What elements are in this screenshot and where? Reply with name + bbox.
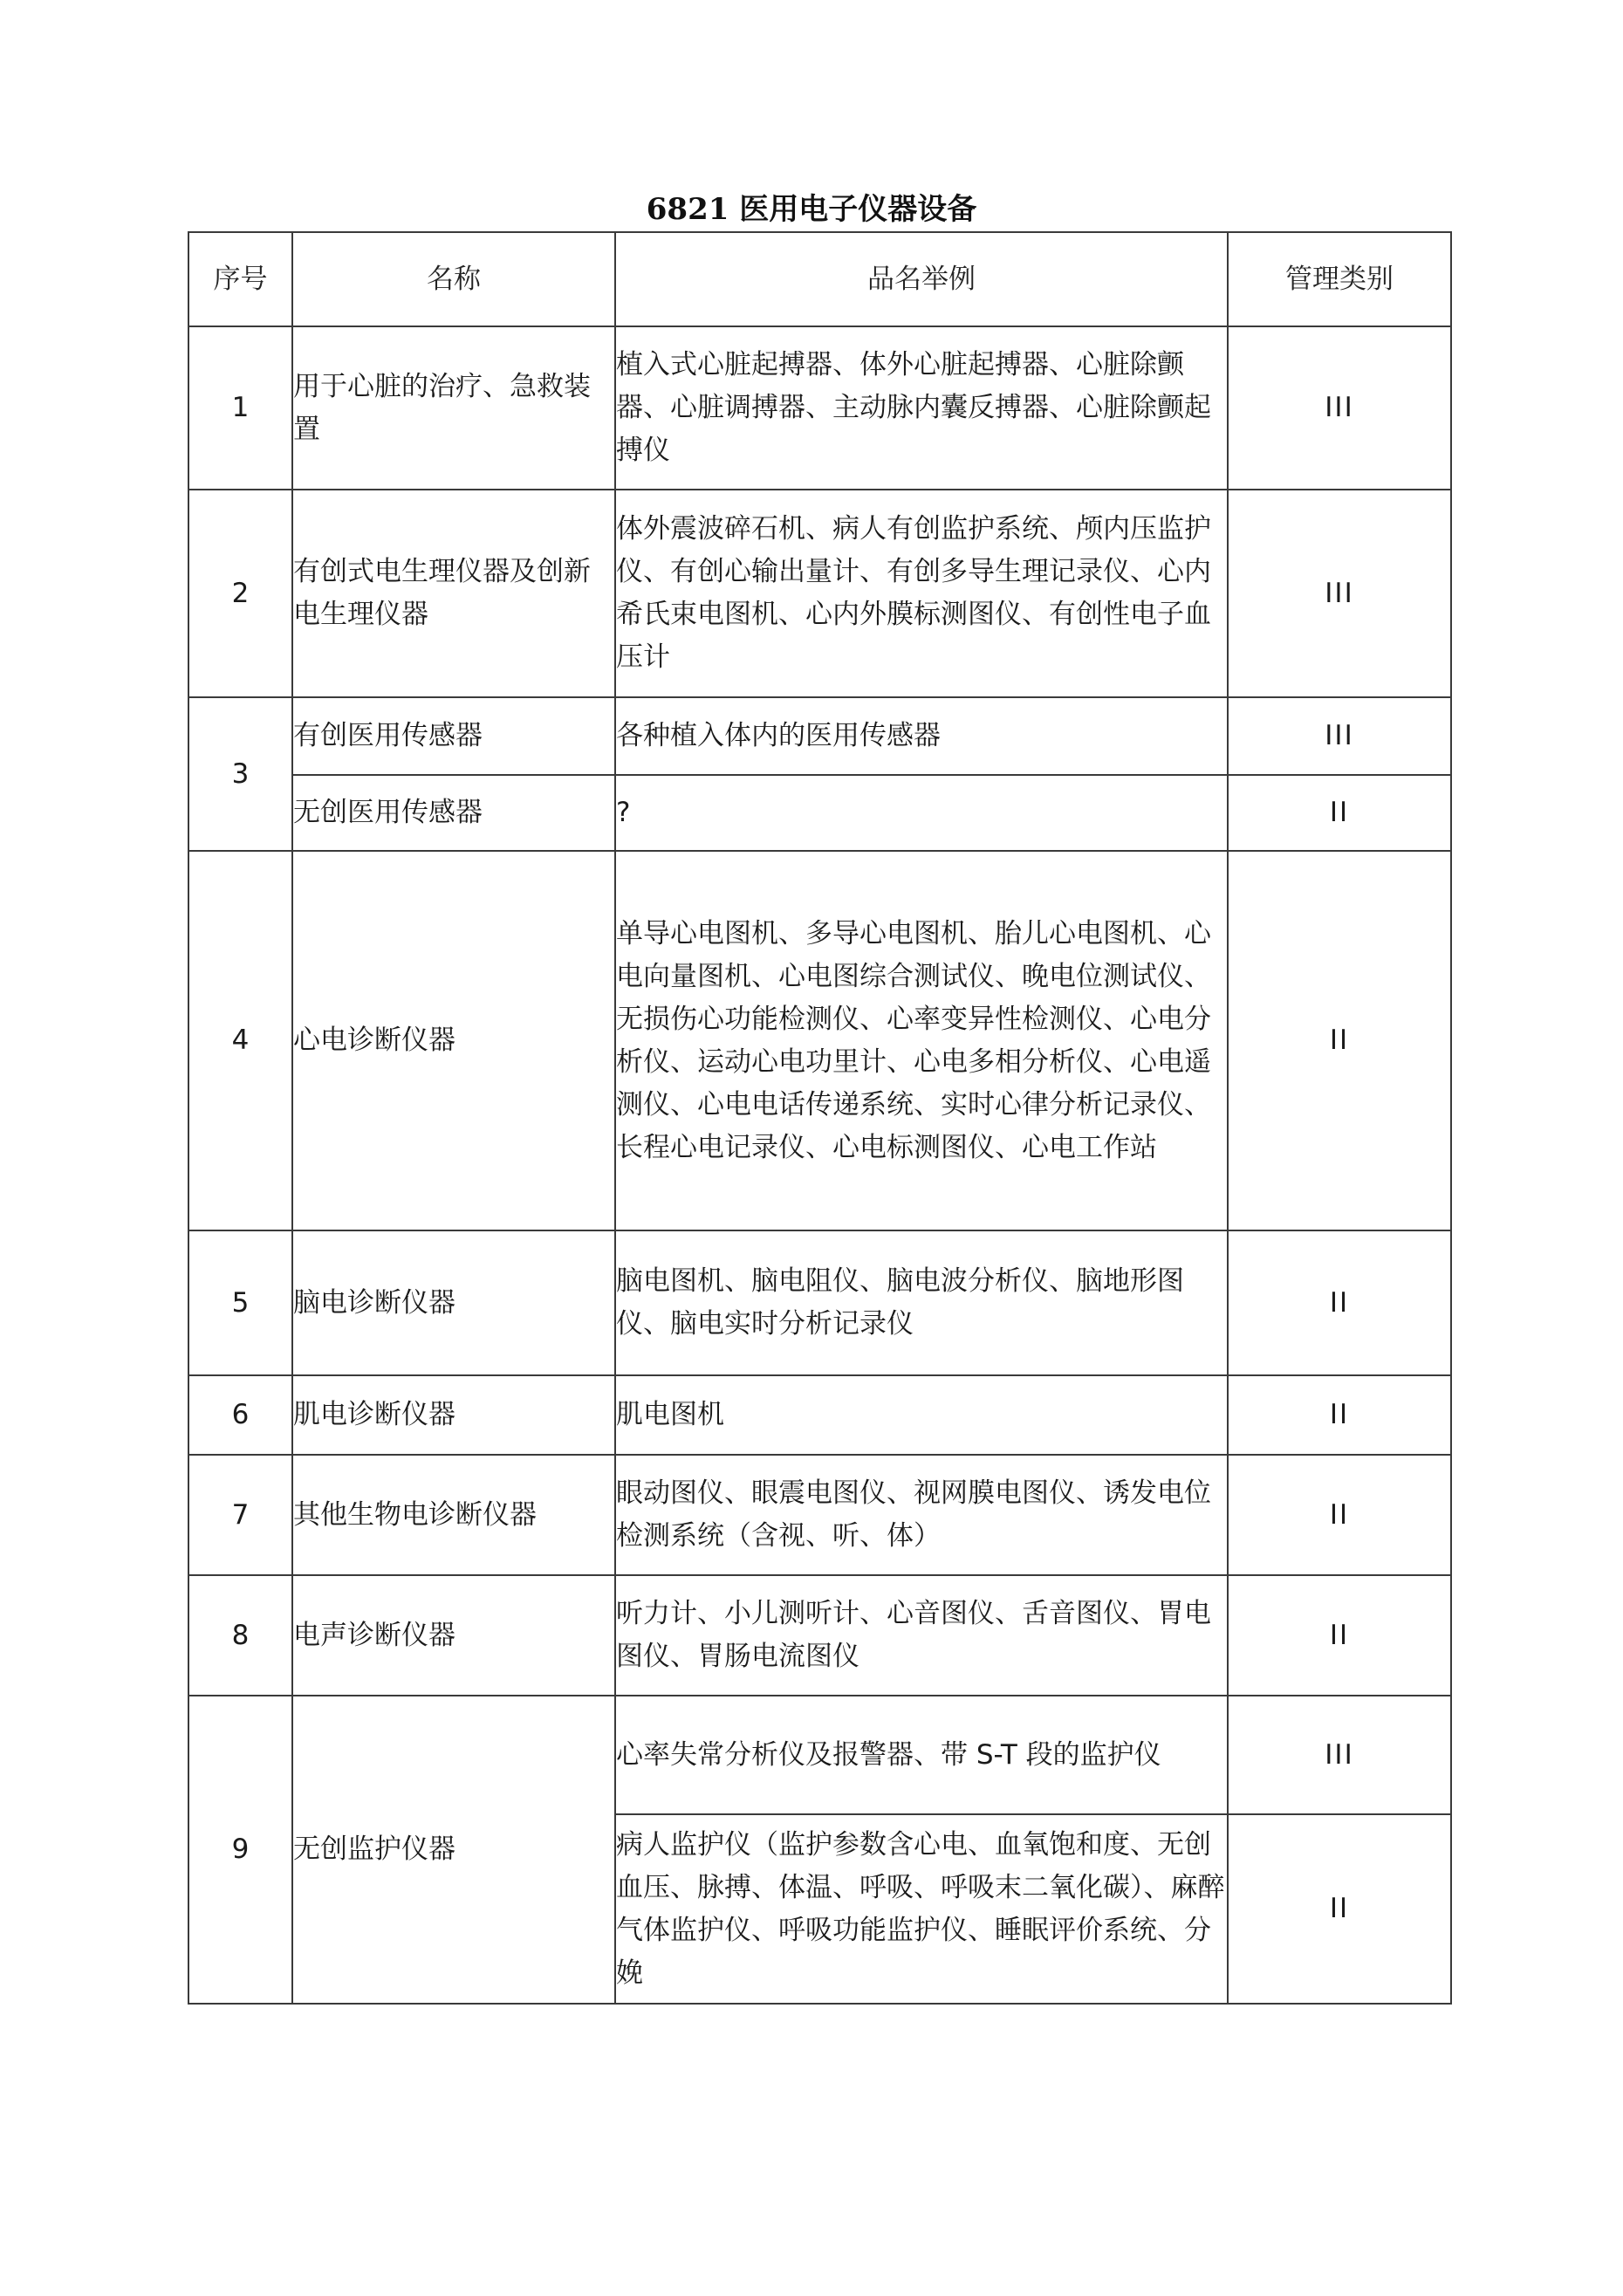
device-name: 用于心脏的治疗、急救装置 xyxy=(292,326,615,490)
table-row xyxy=(188,697,1451,775)
header-examples: 品名举例 xyxy=(615,232,1228,326)
device-examples: 植入式心脏起搏器、体外心脏起搏器、心脏除颤器、心脏调搏器、主动脉内囊反搏器、心脏除颤起搏仪 xyxy=(615,326,1228,490)
device-examples: 体外震波碎石机、病人有创监护系统、颅内压监护仪、有创心输出量计、有创多导生理记录仪、心内希氏束电图机、心内外膜标测图仪、有创性电子血压计 xyxy=(615,490,1228,697)
management-category: II xyxy=(1228,1575,1451,1696)
management-category: III xyxy=(1228,1696,1451,1814)
table-row xyxy=(188,1575,1451,1696)
management-category: II xyxy=(1228,775,1451,851)
management-category: II xyxy=(1228,1375,1451,1455)
device-examples: 脑电图机、脑电阻仪、脑电波分析仪、脑地形图仪、脑电实时分析记录仪 xyxy=(615,1230,1228,1375)
device-examples: 单导心电图机、多导心电图机、胎儿心电图机、心电向量图机、心电图综合测试仪、晚电位测试仪、无损伤心功能检测仪、心率变异性检测仪、心电分析仪、运动心电功里计、心电多相分析仪、心电遥测仪、心电电话传递系统、实时心律分析记录仪、长程心电记录仪、心电标测图仪、心电工作站 xyxy=(615,851,1228,1230)
device-name: 脑电诊断仪器 xyxy=(292,1230,615,1375)
page-title: 6821 医用电子仪器设备 xyxy=(646,192,977,227)
row-number: 6 xyxy=(188,1375,292,1455)
device-name: 无创医用传感器 xyxy=(292,775,615,851)
row-number: 5 xyxy=(188,1230,292,1375)
device-examples: 肌电图机 xyxy=(615,1375,1228,1455)
header-name: 名称 xyxy=(292,232,615,326)
header-row xyxy=(188,232,1451,326)
row-number: 2 xyxy=(188,490,292,697)
management-category: III xyxy=(1228,697,1451,775)
table-row xyxy=(188,1696,1451,1814)
table-row xyxy=(188,1230,1451,1375)
device-examples: 病人监护仪（监护参数含心电、血氧饱和度、无创血压、脉搏、体温、呼吸、呼吸末二氧化碳）、麻醉气体监护仪、呼吸功能监护仪、睡眠评价系统、分娩 xyxy=(615,1814,1228,2004)
table-row xyxy=(188,490,1451,697)
table-row xyxy=(188,851,1451,1230)
device-examples: 心率失常分析仪及报警器、带 S-T 段的监护仪 xyxy=(615,1696,1228,1814)
management-category: II xyxy=(1228,1230,1451,1375)
device-examples: 眼动图仪、眼震电图仪、视网膜电图仪、诱发电位检测系统（含视、听、体） xyxy=(615,1455,1228,1575)
row-number: 4 xyxy=(188,851,292,1230)
table-row xyxy=(188,1455,1451,1575)
device-name: 其他生物电诊断仪器 xyxy=(292,1455,615,1575)
table-row xyxy=(188,326,1451,490)
row-number: 1 xyxy=(188,326,292,490)
device-examples: ? xyxy=(615,775,1228,851)
device-examples: 各种植入体内的医用传感器 xyxy=(615,697,1228,775)
device-name: 电声诊断仪器 xyxy=(292,1575,615,1696)
device-catalog-table xyxy=(188,231,1452,2005)
row-number: 7 xyxy=(188,1455,292,1575)
device-name: 肌电诊断仪器 xyxy=(292,1375,615,1455)
management-category: III xyxy=(1228,490,1451,697)
device-examples: 听力计、小儿测听计、心音图仪、舌音图仪、胃电图仪、胃肠电流图仪 xyxy=(615,1575,1228,1696)
management-category: II xyxy=(1228,851,1451,1230)
management-category: III xyxy=(1228,326,1451,490)
table-row xyxy=(188,775,1451,851)
device-name: 有创医用传感器 xyxy=(292,697,615,775)
device-name: 心电诊断仪器 xyxy=(292,851,615,1230)
device-name: 无创监护仪器 xyxy=(292,1696,615,2004)
row-number: 9 xyxy=(188,1696,292,2004)
header-no: 序号 xyxy=(188,232,292,326)
management-category: II xyxy=(1228,1814,1451,2004)
header-category: 管理类别 xyxy=(1228,232,1451,326)
row-number: 3 xyxy=(188,697,292,851)
table-row xyxy=(188,1375,1451,1455)
management-category: II xyxy=(1228,1455,1451,1575)
row-number: 8 xyxy=(188,1575,292,1696)
device-name: 有创式电生理仪器及创新电生理仪器 xyxy=(292,490,615,697)
